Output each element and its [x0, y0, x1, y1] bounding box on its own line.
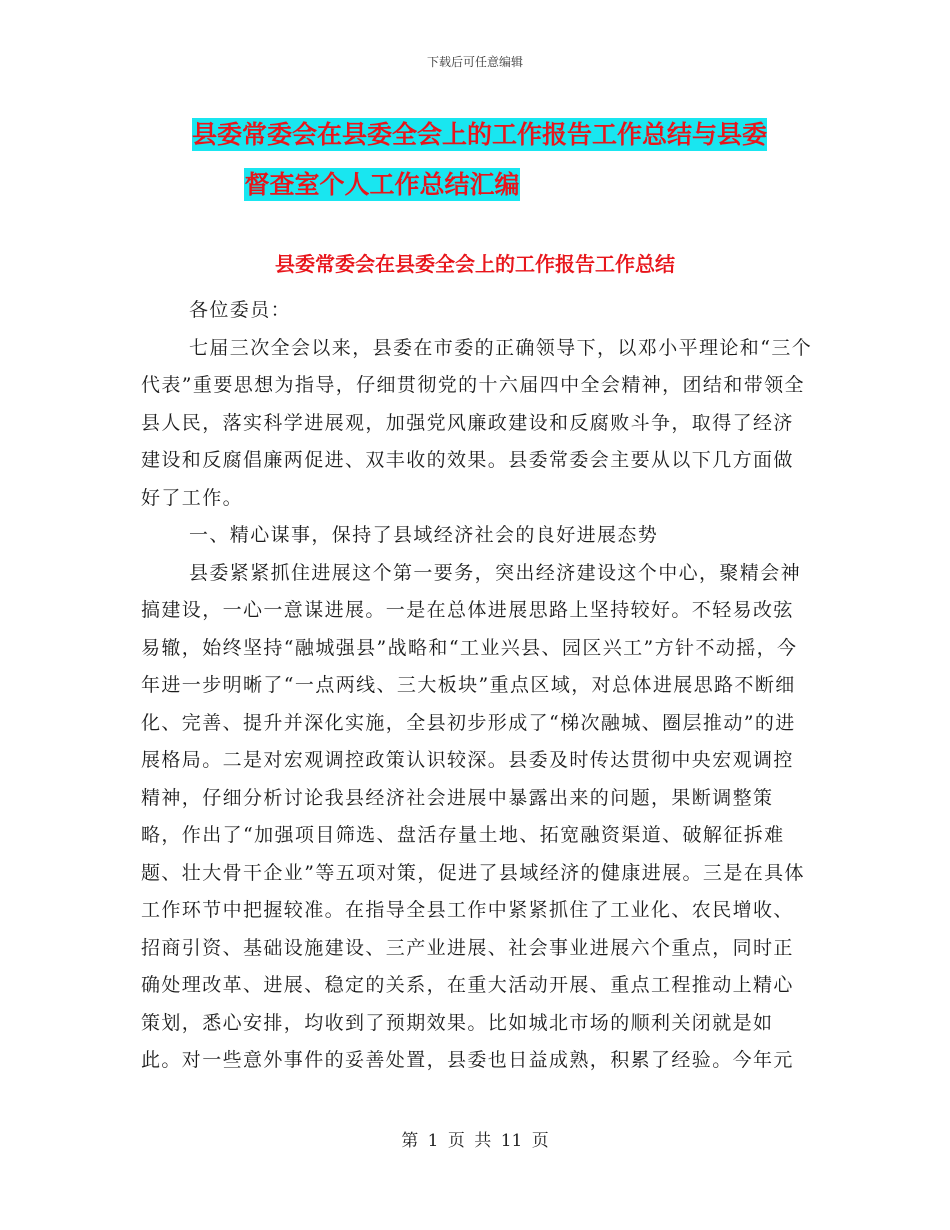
main-title-line2: 督查室个人工作总结汇编: [244, 170, 520, 199]
paragraph: 县委紧紧抓住进展这个第一要务，突出经济建设这个中心，聚精会神搞建设，一心一意谋进展。一是在总体进展思路上坚持较好。不轻易改弦易辙，始终坚持“融城强县”战略和“工业兴县、园区兴工”方针不动摇，今年进一步明晰了“一点两线、三大板块”重点区域，对总体进展思路不断细化、完善、提升并深化实施，全县初步形成了“梯次融城、圈层推动”的进展格局。二是对宏观调控政策认识较深。县委及时传达贯彻中央宏观调控精神，仔细分析讨论我县经济社会进展中暴露出来的问题，果断调整策略，作出了“加强项目筛选、盘活存量土地、拓宽融资渠道、破解征拆难题、壮大骨干企业”等五项对策，促进了县域经济的健康进展。三是在具体工作环节中把握较准。在指导全县工作中紧紧抓住了工业化、农民增收、招商引资、基础设施建设、三产业进展、社会事业进展六个重点，同时正确处理改革、进展、稳定的关系，在重大活动开展、重点工程推动上精心策划，悉心安排，均收到了预期效果。比如城北市场的顺利关闭就是如此。对一些意外事件的妥善处置，县委也日益成熟，积累了经验。今年元: [141, 561, 805, 1071]
section-title: 县委常委会在县委全会上的工作报告工作总结: [275, 252, 675, 276]
main-title-line1: 县委常委会在县委全会上的工作报告工作总结与县委: [192, 120, 768, 149]
header-note: 下载后可任意编辑: [426, 55, 523, 69]
salutation: 各位委员：: [189, 299, 292, 321]
page-footer: 第 1 页 共 11 页: [401, 1131, 549, 1151]
paragraph: 七届三次全会以来，县委在市委的正确领导下，以邓小平理论和“三个代表”重要思想为指导，仔细贯彻党的十六届四中全会精神，团结和带领全县人民，落实科学进展观，加强党风廉政建设和反腐败斗争，取得了经济建设和反腐倡廉两促进、双丰收的效果。县委常委会主要从以下几方面做好了工作。: [141, 336, 813, 509]
body-text: [141, 292, 813, 1080]
section-heading: 一、精心谋事，保持了县域经济社会的良好进展态势: [189, 524, 659, 546]
main-title: [192, 110, 812, 210]
